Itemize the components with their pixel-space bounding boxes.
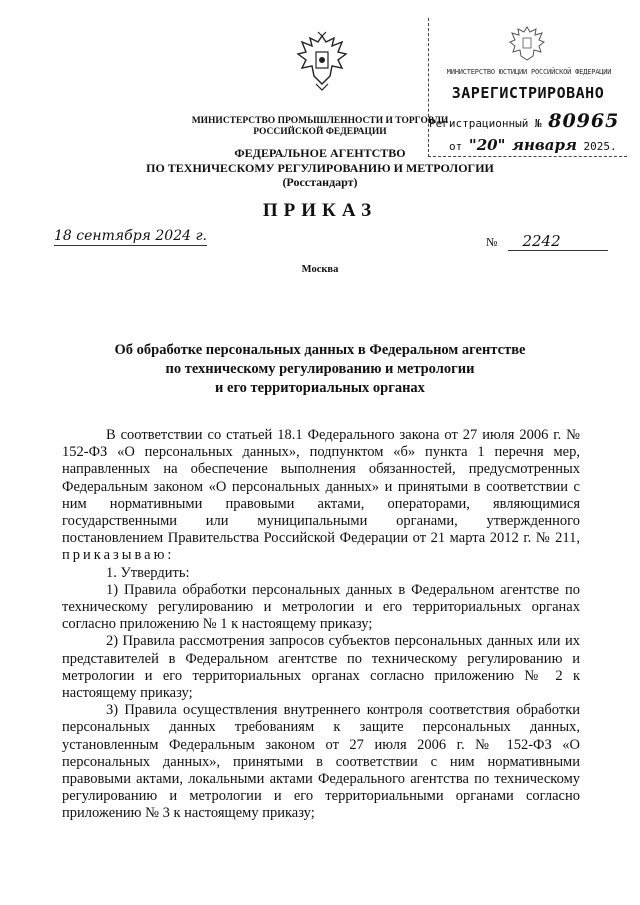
stamp-registered-text: ЗАРЕГИСТРИРОВАНО (451, 84, 605, 102)
coat-of-arms-icon (290, 30, 354, 94)
item-1-3: 3) Правила осуществления внутреннего контроля соответствия обработки персональных данных требованиям к защите персональных данных, установленным Федеральным законом от 27 июля 2006 г. № 152-ФЗ «О персональных данных», принятыми в соответствии с ним нормативными правовыми актами, локальными актами Федерального агентства по техническому регулированию и метрологии и его территориальными органами согласно приложению № 3 к настоящему приказу; (62, 702, 580, 822)
order-number (486, 232, 608, 251)
subject-line-1: Об обработке персональных данных в Федеральном агентстве (114, 342, 526, 358)
subject-line-2: по техническому регулированию и метрологии (165, 361, 475, 377)
item-1: 1. Утвердить: (106, 564, 190, 581)
order-subject (80, 341, 560, 398)
preamble-paragraph (62, 427, 580, 565)
subject-line-3: и его территориальных органах (215, 380, 425, 396)
city-name: Москва (301, 264, 339, 275)
agency-name (140, 146, 500, 190)
agency-line-2: ПО ТЕХНИЧЕСКОМУ РЕГУЛИРОВАНИЮ И МЕТРОЛОГИИ (146, 160, 494, 175)
order-body (62, 427, 580, 823)
item-1-2: 2) Правила рассмотрения запросов субъектов персональных данных или их представителей в Федеральном агентстве по техническому регулированию и метрологии и его территориальных органах согласно приложению № 2 к настоящему приказу; (62, 633, 580, 702)
stamp-reg-label: Регистрационный № (429, 117, 542, 130)
stamp-emblem-icon (507, 24, 547, 62)
stamp-date-day: "20" (468, 136, 506, 154)
agency-line-1: ФЕДЕРАЛЬНОЕ АГЕНТСТВО (234, 146, 406, 160)
preamble-text: В соответствии со статьей 18.1 Федерального закона от 27 июля 2006 г. № 152-ФЗ «О персональных данных», подпунктом «б» пункта 1 перечня мер, направленных на обеспечение выполнения обязанностей, предусмотренных Федеральным законом «О персональных данных» и принятыми в соответствии с ним нормативными правовыми актами, операторами, являющимися государственными или муниципальными органами, утвержденного постановлением Правительства Российской Федерации от 21 марта 2012 г. № 211, (62, 427, 580, 547)
handwritten-date: 18 сентября 2024 г. (54, 228, 207, 244)
number-sign: № (486, 235, 498, 249)
number-value: 2242 (508, 232, 608, 251)
ministry-name: МИНИСТЕРСТВО ПРОМЫШЛЕННОСТИ И ТОРГОВЛИ РОССИЙСКОЙ ФЕДЕРАЦИИ (191, 116, 449, 137)
item-1-1: 1) Правила обработки персональных данных в Федеральном агентстве по техническому регулированию и метрологии и его территориальных органах согласно приложению № 1 к настоящему приказу; (62, 581, 580, 633)
stamp-ministry-text: МИНИСТЕРСТВО ЮСТИЦИИ РОССИЙСКОЙ ФЕДЕРАЦИИ (446, 68, 612, 76)
document-type: ПРИКАЗ (262, 200, 378, 221)
agency-line-3: (Росстандарт) (282, 175, 358, 189)
stamp-date-month: января (512, 136, 577, 154)
stamp-date-prefix: от (449, 140, 463, 153)
order-word: приказываю: (62, 547, 175, 564)
stamp-date-year: 2025. (583, 140, 617, 153)
stamp-reg-number: 80965 (548, 110, 620, 132)
